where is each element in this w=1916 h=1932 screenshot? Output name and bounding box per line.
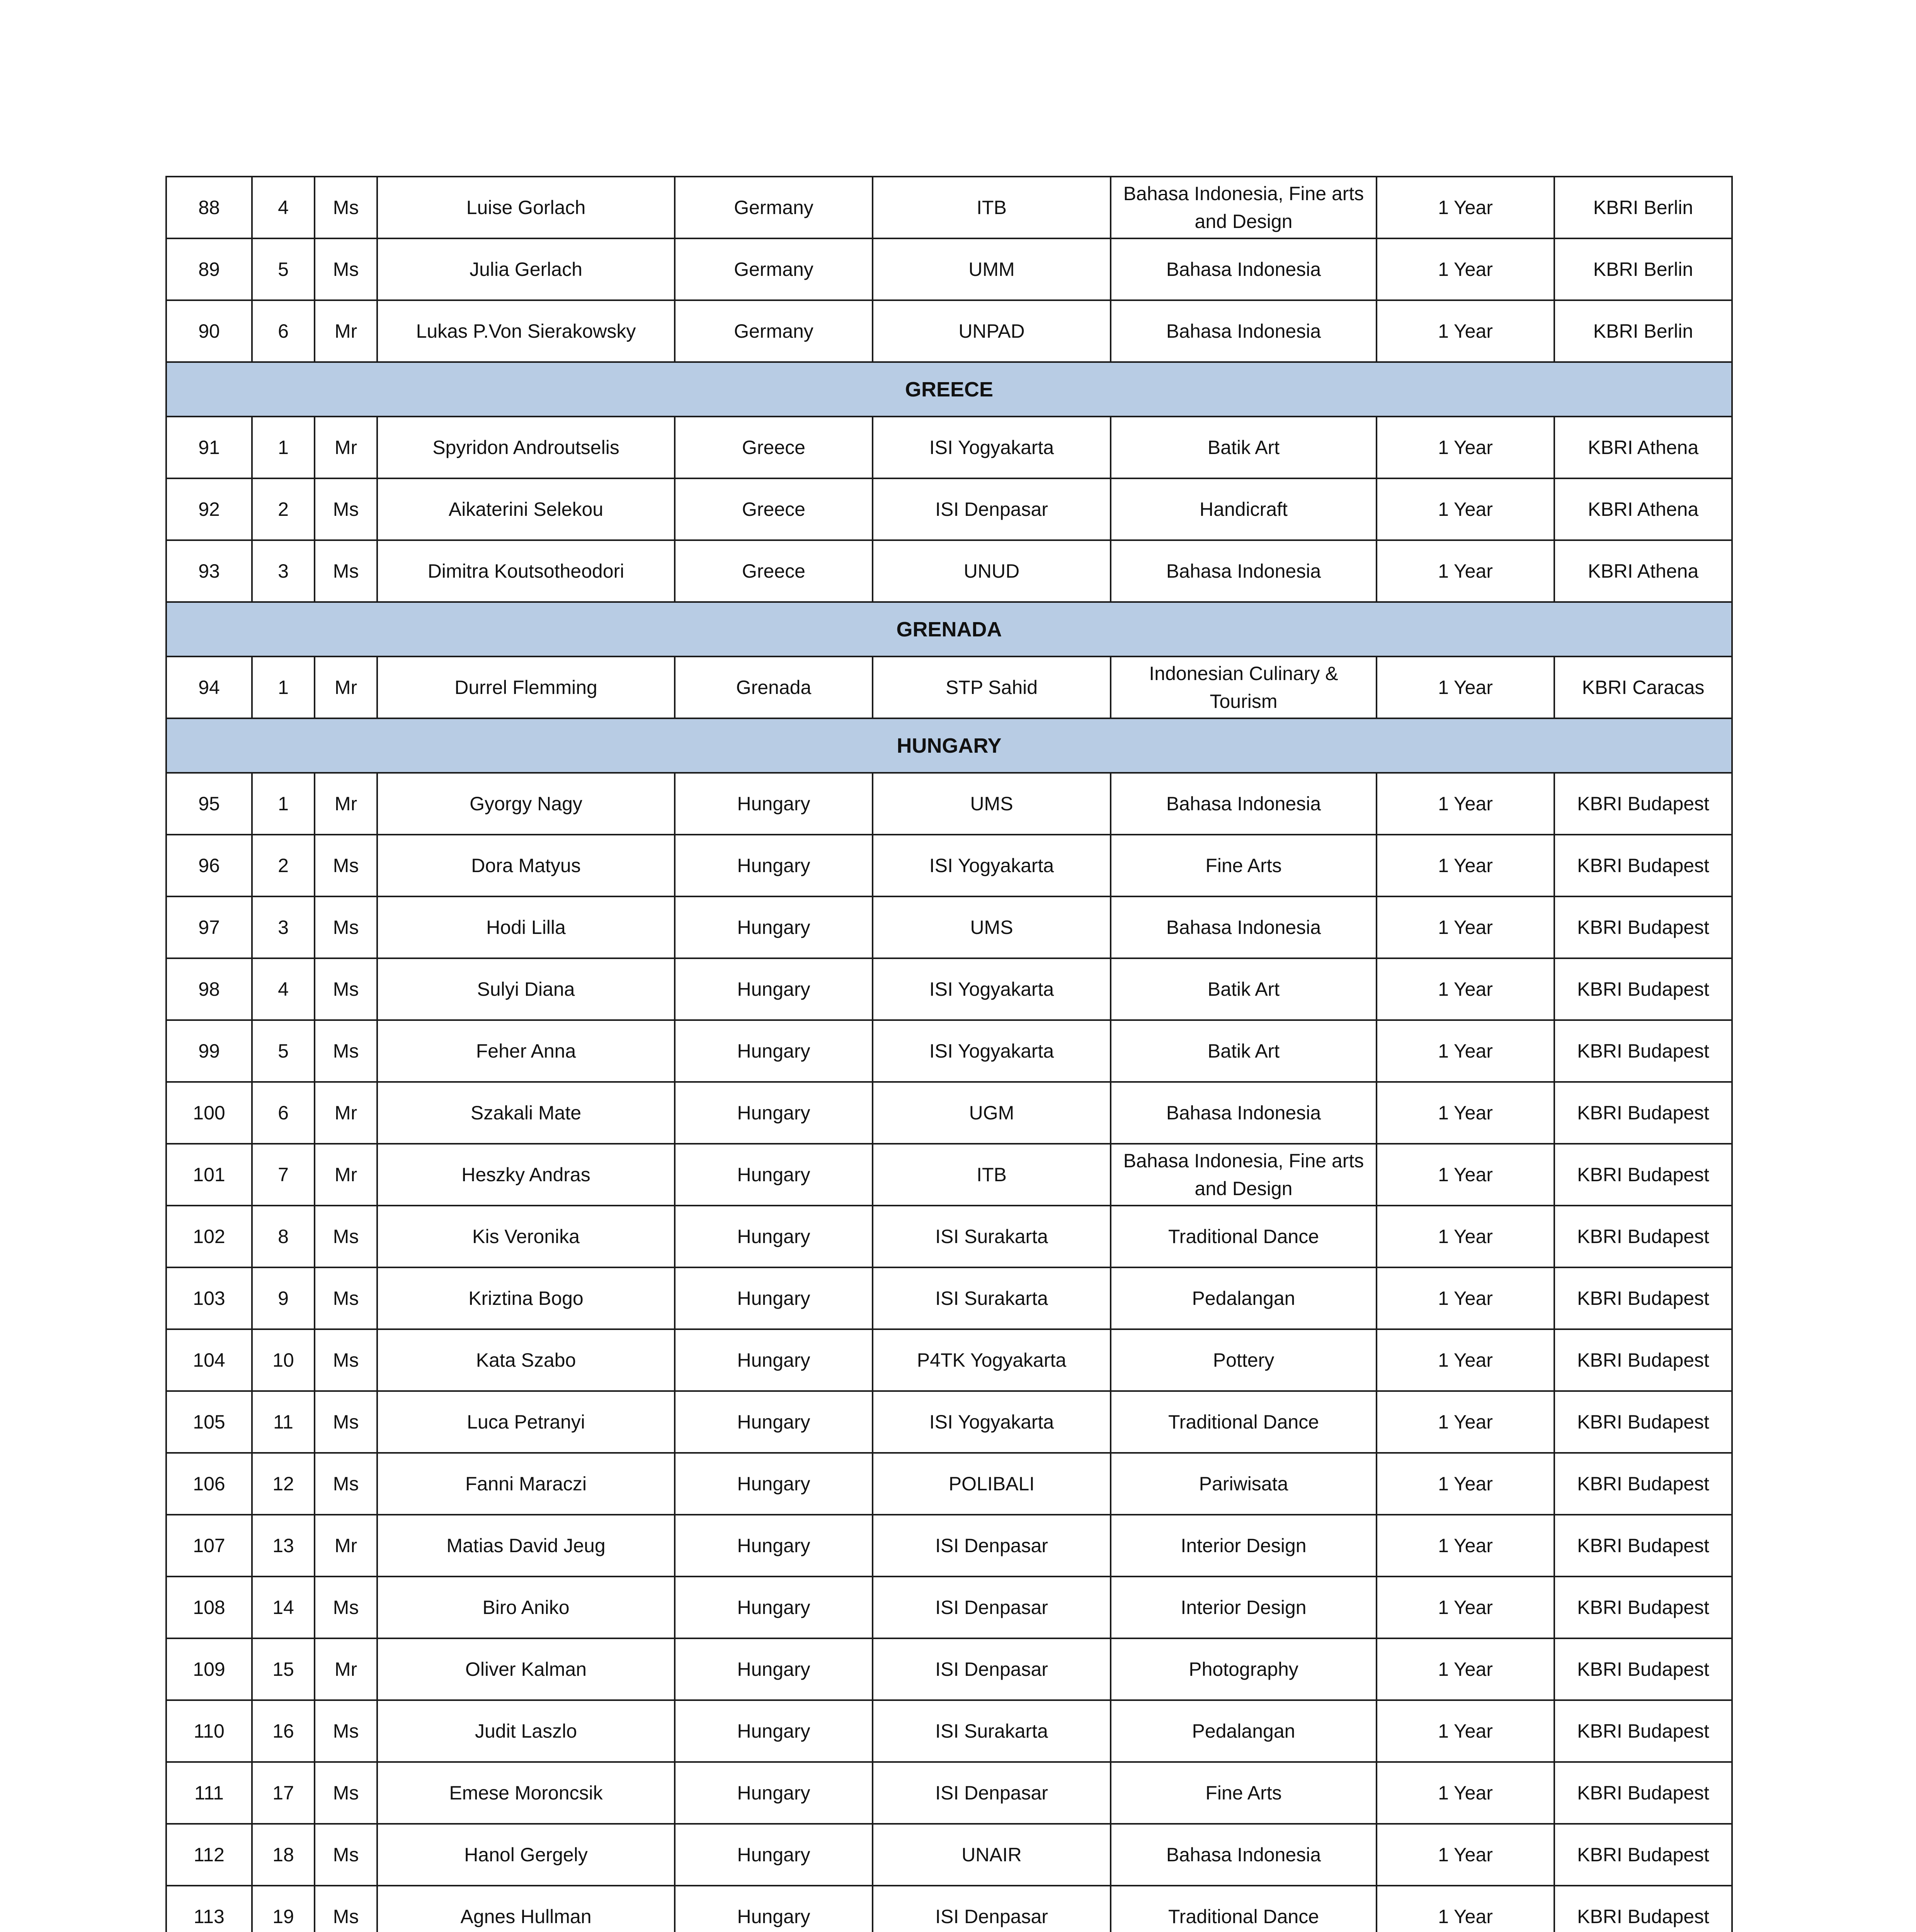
institution-cell: ITB: [873, 1144, 1111, 1206]
institution-cell: STP Sahid: [873, 656, 1111, 718]
duration-cell: 1 Year: [1377, 1020, 1554, 1082]
participant-name-cell: Feher Anna: [377, 1020, 675, 1082]
honorific-cell: Ms: [315, 1267, 377, 1329]
program-cell: Traditional Dance: [1111, 1206, 1377, 1267]
row-number-cell: 93: [166, 540, 252, 602]
duration-cell: 1 Year: [1377, 177, 1554, 238]
program-cell: Batik Art: [1111, 417, 1377, 478]
table-row: [166, 1020, 1732, 1082]
table-row: [166, 1391, 1732, 1453]
country-cell: Greece: [675, 540, 873, 602]
embassy-cell: KBRI Berlin: [1554, 238, 1732, 300]
row-number-cell: 110: [166, 1700, 252, 1762]
table-row: [166, 835, 1732, 896]
country-cell: Hungary: [675, 1762, 873, 1824]
participant-name-cell: Luise Gorlach: [377, 177, 675, 238]
embassy-cell: KBRI Budapest: [1554, 773, 1732, 835]
institution-cell: P4TK Yogyakarta: [873, 1329, 1111, 1391]
row-number-cell: 95: [166, 773, 252, 835]
country-cell: Hungary: [675, 1886, 873, 1932]
row-number-cell: 100: [166, 1082, 252, 1144]
embassy-cell: KBRI Budapest: [1554, 1515, 1732, 1577]
row-number-cell: 101: [166, 1144, 252, 1206]
country-cell: Hungary: [675, 773, 873, 835]
row-number-cell: 112: [166, 1824, 252, 1886]
section-title: HUNGARY: [166, 718, 1732, 773]
country-index-cell: 3: [252, 540, 315, 602]
participant-name-cell: Judit Laszlo: [377, 1700, 675, 1762]
country-cell: Hungary: [675, 1577, 873, 1638]
program-cell: Interior Design: [1111, 1515, 1377, 1577]
institution-cell: ISI Surakarta: [873, 1206, 1111, 1267]
participant-name-cell: Dimitra Koutsotheodori: [377, 540, 675, 602]
program-cell: Pedalangan: [1111, 1267, 1377, 1329]
row-number-cell: 88: [166, 177, 252, 238]
duration-cell: 1 Year: [1377, 300, 1554, 362]
embassy-cell: KBRI Athena: [1554, 540, 1732, 602]
participant-name-cell: Fanni Maraczi: [377, 1453, 675, 1515]
honorific-cell: Mr: [315, 656, 377, 718]
program-cell: Interior Design: [1111, 1577, 1377, 1638]
participant-name-cell: Kis Veronika: [377, 1206, 675, 1267]
country-cell: Hungary: [675, 958, 873, 1020]
table-row: [166, 1515, 1732, 1577]
embassy-cell: KBRI Budapest: [1554, 1824, 1732, 1886]
participant-name-cell: Heszky Andras: [377, 1144, 675, 1206]
participants-table: [165, 176, 1733, 1932]
row-number-cell: 102: [166, 1206, 252, 1267]
duration-cell: 1 Year: [1377, 1638, 1554, 1700]
table-row: [166, 177, 1732, 238]
honorific-cell: Ms: [315, 238, 377, 300]
institution-cell: ISI Denpasar: [873, 1638, 1111, 1700]
institution-cell: UMS: [873, 773, 1111, 835]
institution-cell: ISI Surakarta: [873, 1267, 1111, 1329]
country-index-cell: 6: [252, 1082, 315, 1144]
institution-cell: ISI Yogyakarta: [873, 417, 1111, 478]
table-row: [166, 417, 1732, 478]
section-header-row: [166, 602, 1732, 656]
section-title: GRENADA: [166, 602, 1732, 656]
country-index-cell: 3: [252, 896, 315, 958]
row-number-cell: 113: [166, 1886, 252, 1932]
participant-name-cell: Hanol Gergely: [377, 1824, 675, 1886]
table-row: [166, 478, 1732, 540]
duration-cell: 1 Year: [1377, 958, 1554, 1020]
participant-name-cell: Emese Moroncsik: [377, 1762, 675, 1824]
institution-cell: UNUD: [873, 540, 1111, 602]
institution-cell: ISI Denpasar: [873, 1515, 1111, 1577]
table-row: [166, 958, 1732, 1020]
country-index-cell: 2: [252, 835, 315, 896]
country-index-cell: 4: [252, 177, 315, 238]
institution-cell: POLIBALI: [873, 1453, 1111, 1515]
program-cell: Bahasa Indonesia, Fine arts and Design: [1111, 1144, 1377, 1206]
duration-cell: 1 Year: [1377, 540, 1554, 602]
participant-name-cell: Sulyi Diana: [377, 958, 675, 1020]
program-cell: Bahasa Indonesia, Fine arts and Design: [1111, 177, 1377, 238]
participant-name-cell: Kriztina Bogo: [377, 1267, 675, 1329]
country-cell: Hungary: [675, 835, 873, 896]
participant-name-cell: Dora Matyus: [377, 835, 675, 896]
embassy-cell: KBRI Budapest: [1554, 835, 1732, 896]
honorific-cell: Ms: [315, 1206, 377, 1267]
honorific-cell: Ms: [315, 1329, 377, 1391]
country-cell: Hungary: [675, 1824, 873, 1886]
institution-cell: ISI Yogyakarta: [873, 835, 1111, 896]
program-cell: Fine Arts: [1111, 1762, 1377, 1824]
duration-cell: 1 Year: [1377, 656, 1554, 718]
section-header-row: [166, 362, 1732, 417]
table-row: [166, 1453, 1732, 1515]
country-index-cell: 5: [252, 1020, 315, 1082]
honorific-cell: Mr: [315, 1082, 377, 1144]
embassy-cell: KBRI Budapest: [1554, 1453, 1732, 1515]
embassy-cell: KBRI Berlin: [1554, 300, 1732, 362]
institution-cell: ISI Yogyakarta: [873, 958, 1111, 1020]
country-index-cell: 16: [252, 1700, 315, 1762]
country-cell: Hungary: [675, 1329, 873, 1391]
table-row: [166, 300, 1732, 362]
table-row: [166, 1329, 1732, 1391]
row-number-cell: 108: [166, 1577, 252, 1638]
participant-name-cell: Szakali Mate: [377, 1082, 675, 1144]
institution-cell: ITB: [873, 177, 1111, 238]
embassy-cell: KBRI Budapest: [1554, 1020, 1732, 1082]
country-index-cell: 14: [252, 1577, 315, 1638]
country-index-cell: 11: [252, 1391, 315, 1453]
country-index-cell: 18: [252, 1824, 315, 1886]
institution-cell: ISI Denpasar: [873, 478, 1111, 540]
institution-cell: ISI Yogyakarta: [873, 1391, 1111, 1453]
honorific-cell: Ms: [315, 1824, 377, 1886]
country-cell: Hungary: [675, 1638, 873, 1700]
program-cell: Pedalangan: [1111, 1700, 1377, 1762]
honorific-cell: Ms: [315, 1762, 377, 1824]
embassy-cell: KBRI Budapest: [1554, 896, 1732, 958]
participant-name-cell: Biro Aniko: [377, 1577, 675, 1638]
participant-name-cell: Aikaterini Selekou: [377, 478, 675, 540]
row-number-cell: 90: [166, 300, 252, 362]
duration-cell: 1 Year: [1377, 238, 1554, 300]
participant-name-cell: Kata Szabo: [377, 1329, 675, 1391]
country-cell: Hungary: [675, 1391, 873, 1453]
participant-name-cell: Hodi Lilla: [377, 896, 675, 958]
row-number-cell: 105: [166, 1391, 252, 1453]
program-cell: Pariwisata: [1111, 1453, 1377, 1515]
country-index-cell: 1: [252, 417, 315, 478]
table-row: [166, 773, 1732, 835]
country-index-cell: 12: [252, 1453, 315, 1515]
country-cell: Hungary: [675, 1267, 873, 1329]
country-cell: Hungary: [675, 1020, 873, 1082]
row-number-cell: 89: [166, 238, 252, 300]
country-index-cell: 17: [252, 1762, 315, 1824]
honorific-cell: Ms: [315, 1577, 377, 1638]
country-index-cell: 10: [252, 1329, 315, 1391]
honorific-cell: Ms: [315, 540, 377, 602]
participant-name-cell: Matias David Jeug: [377, 1515, 675, 1577]
duration-cell: 1 Year: [1377, 1762, 1554, 1824]
row-number-cell: 109: [166, 1638, 252, 1700]
honorific-cell: Mr: [315, 1638, 377, 1700]
honorific-cell: Ms: [315, 1886, 377, 1932]
honorific-cell: Ms: [315, 896, 377, 958]
program-cell: Bahasa Indonesia: [1111, 1082, 1377, 1144]
country-cell: Hungary: [675, 1082, 873, 1144]
country-index-cell: 13: [252, 1515, 315, 1577]
table-row: [166, 896, 1732, 958]
embassy-cell: KBRI Budapest: [1554, 1144, 1732, 1206]
embassy-cell: KBRI Budapest: [1554, 1638, 1732, 1700]
embassy-cell: KBRI Caracas: [1554, 656, 1732, 718]
table-row: [166, 1700, 1732, 1762]
duration-cell: 1 Year: [1377, 1515, 1554, 1577]
country-cell: Grenada: [675, 656, 873, 718]
honorific-cell: Ms: [315, 958, 377, 1020]
honorific-cell: Ms: [315, 478, 377, 540]
program-cell: Indonesian Culinary & Tourism: [1111, 656, 1377, 718]
table-row: [166, 1762, 1732, 1824]
program-cell: Bahasa Indonesia: [1111, 300, 1377, 362]
institution-cell: ISI Denpasar: [873, 1762, 1111, 1824]
participant-name-cell: Durrel Flemming: [377, 656, 675, 718]
honorific-cell: Mr: [315, 773, 377, 835]
duration-cell: 1 Year: [1377, 478, 1554, 540]
country-index-cell: 7: [252, 1144, 315, 1206]
row-number-cell: 107: [166, 1515, 252, 1577]
honorific-cell: Mr: [315, 1515, 377, 1577]
honorific-cell: Ms: [315, 1391, 377, 1453]
row-number-cell: 99: [166, 1020, 252, 1082]
row-number-cell: 98: [166, 958, 252, 1020]
row-number-cell: 92: [166, 478, 252, 540]
honorific-cell: Ms: [315, 1020, 377, 1082]
table-row: [166, 540, 1732, 602]
country-cell: Hungary: [675, 1453, 873, 1515]
duration-cell: 1 Year: [1377, 1577, 1554, 1638]
country-index-cell: 15: [252, 1638, 315, 1700]
country-index-cell: 8: [252, 1206, 315, 1267]
table-row: [166, 1082, 1732, 1144]
honorific-cell: Mr: [315, 300, 377, 362]
program-cell: Bahasa Indonesia: [1111, 896, 1377, 958]
embassy-cell: KBRI Budapest: [1554, 1329, 1732, 1391]
country-cell: Greece: [675, 478, 873, 540]
section-title: GREECE: [166, 362, 1732, 417]
honorific-cell: Ms: [315, 1453, 377, 1515]
country-index-cell: 19: [252, 1886, 315, 1932]
duration-cell: 1 Year: [1377, 896, 1554, 958]
table-row: [166, 1638, 1732, 1700]
country-index-cell: 9: [252, 1267, 315, 1329]
honorific-cell: Ms: [315, 177, 377, 238]
program-cell: Batik Art: [1111, 1020, 1377, 1082]
duration-cell: 1 Year: [1377, 1886, 1554, 1932]
duration-cell: 1 Year: [1377, 1267, 1554, 1329]
participant-name-cell: Julia Gerlach: [377, 238, 675, 300]
country-index-cell: 6: [252, 300, 315, 362]
section-header-row: [166, 718, 1732, 773]
table-body: [166, 177, 1732, 1932]
row-number-cell: 96: [166, 835, 252, 896]
institution-cell: ISI Denpasar: [873, 1577, 1111, 1638]
country-index-cell: 1: [252, 773, 315, 835]
embassy-cell: KBRI Budapest: [1554, 1082, 1732, 1144]
institution-cell: ISI Denpasar: [873, 1886, 1111, 1932]
participant-name-cell: Spyridon Androutselis: [377, 417, 675, 478]
embassy-cell: KBRI Berlin: [1554, 177, 1732, 238]
participant-name-cell: Lukas P.Von Sierakowsky: [377, 300, 675, 362]
country-cell: Hungary: [675, 1144, 873, 1206]
program-cell: Bahasa Indonesia: [1111, 1824, 1377, 1886]
embassy-cell: KBRI Athena: [1554, 478, 1732, 540]
institution-cell: UMM: [873, 238, 1111, 300]
duration-cell: 1 Year: [1377, 773, 1554, 835]
embassy-cell: KBRI Budapest: [1554, 1700, 1732, 1762]
row-number-cell: 94: [166, 656, 252, 718]
row-number-cell: 106: [166, 1453, 252, 1515]
country-cell: Germany: [675, 177, 873, 238]
row-number-cell: 104: [166, 1329, 252, 1391]
program-cell: Traditional Dance: [1111, 1886, 1377, 1932]
program-cell: Handicraft: [1111, 478, 1377, 540]
table-row: [166, 1577, 1732, 1638]
duration-cell: 1 Year: [1377, 1206, 1554, 1267]
honorific-cell: Mr: [315, 1144, 377, 1206]
institution-cell: ISI Surakarta: [873, 1700, 1111, 1762]
duration-cell: 1 Year: [1377, 835, 1554, 896]
duration-cell: 1 Year: [1377, 417, 1554, 478]
country-cell: Germany: [675, 300, 873, 362]
institution-cell: ISI Yogyakarta: [873, 1020, 1111, 1082]
table-row: [166, 1267, 1732, 1329]
program-cell: Photography: [1111, 1638, 1377, 1700]
embassy-cell: KBRI Budapest: [1554, 1267, 1732, 1329]
embassy-cell: KBRI Athena: [1554, 417, 1732, 478]
embassy-cell: KBRI Budapest: [1554, 1577, 1732, 1638]
country-cell: Hungary: [675, 1206, 873, 1267]
duration-cell: 1 Year: [1377, 1391, 1554, 1453]
row-number-cell: 97: [166, 896, 252, 958]
program-cell: Batik Art: [1111, 958, 1377, 1020]
row-number-cell: 111: [166, 1762, 252, 1824]
institution-cell: UNPAD: [873, 300, 1111, 362]
honorific-cell: Mr: [315, 417, 377, 478]
row-number-cell: 91: [166, 417, 252, 478]
country-index-cell: 5: [252, 238, 315, 300]
embassy-cell: KBRI Budapest: [1554, 1206, 1732, 1267]
program-cell: Traditional Dance: [1111, 1391, 1377, 1453]
country-cell: Hungary: [675, 1700, 873, 1762]
country-cell: Hungary: [675, 1515, 873, 1577]
table-row: [166, 1206, 1732, 1267]
duration-cell: 1 Year: [1377, 1144, 1554, 1206]
participant-name-cell: Agnes Hullman: [377, 1886, 675, 1932]
table-row: [166, 1144, 1732, 1206]
duration-cell: 1 Year: [1377, 1700, 1554, 1762]
participant-name-cell: Gyorgy Nagy: [377, 773, 675, 835]
program-cell: Fine Arts: [1111, 835, 1377, 896]
program-cell: Bahasa Indonesia: [1111, 773, 1377, 835]
institution-cell: UNAIR: [873, 1824, 1111, 1886]
duration-cell: 1 Year: [1377, 1824, 1554, 1886]
honorific-cell: Ms: [315, 835, 377, 896]
country-cell: Greece: [675, 417, 873, 478]
embassy-cell: KBRI Budapest: [1554, 1762, 1732, 1824]
program-cell: Bahasa Indonesia: [1111, 238, 1377, 300]
participant-name-cell: Oliver Kalman: [377, 1638, 675, 1700]
country-index-cell: 4: [252, 958, 315, 1020]
institution-cell: UGM: [873, 1082, 1111, 1144]
table-row: [166, 1886, 1732, 1932]
country-cell: Hungary: [675, 896, 873, 958]
duration-cell: 1 Year: [1377, 1453, 1554, 1515]
honorific-cell: Ms: [315, 1700, 377, 1762]
embassy-cell: KBRI Budapest: [1554, 958, 1732, 1020]
institution-cell: UMS: [873, 896, 1111, 958]
duration-cell: 1 Year: [1377, 1082, 1554, 1144]
duration-cell: 1 Year: [1377, 1329, 1554, 1391]
table-row: [166, 1824, 1732, 1886]
program-cell: Pottery: [1111, 1329, 1377, 1391]
country-index-cell: 1: [252, 656, 315, 718]
program-cell: Bahasa Indonesia: [1111, 540, 1377, 602]
table-row: [166, 656, 1732, 718]
participant-name-cell: Luca Petranyi: [377, 1391, 675, 1453]
country-cell: Germany: [675, 238, 873, 300]
country-index-cell: 2: [252, 478, 315, 540]
row-number-cell: 103: [166, 1267, 252, 1329]
embassy-cell: KBRI Budapest: [1554, 1886, 1732, 1932]
table-row: [166, 238, 1732, 300]
embassy-cell: KBRI Budapest: [1554, 1391, 1732, 1453]
